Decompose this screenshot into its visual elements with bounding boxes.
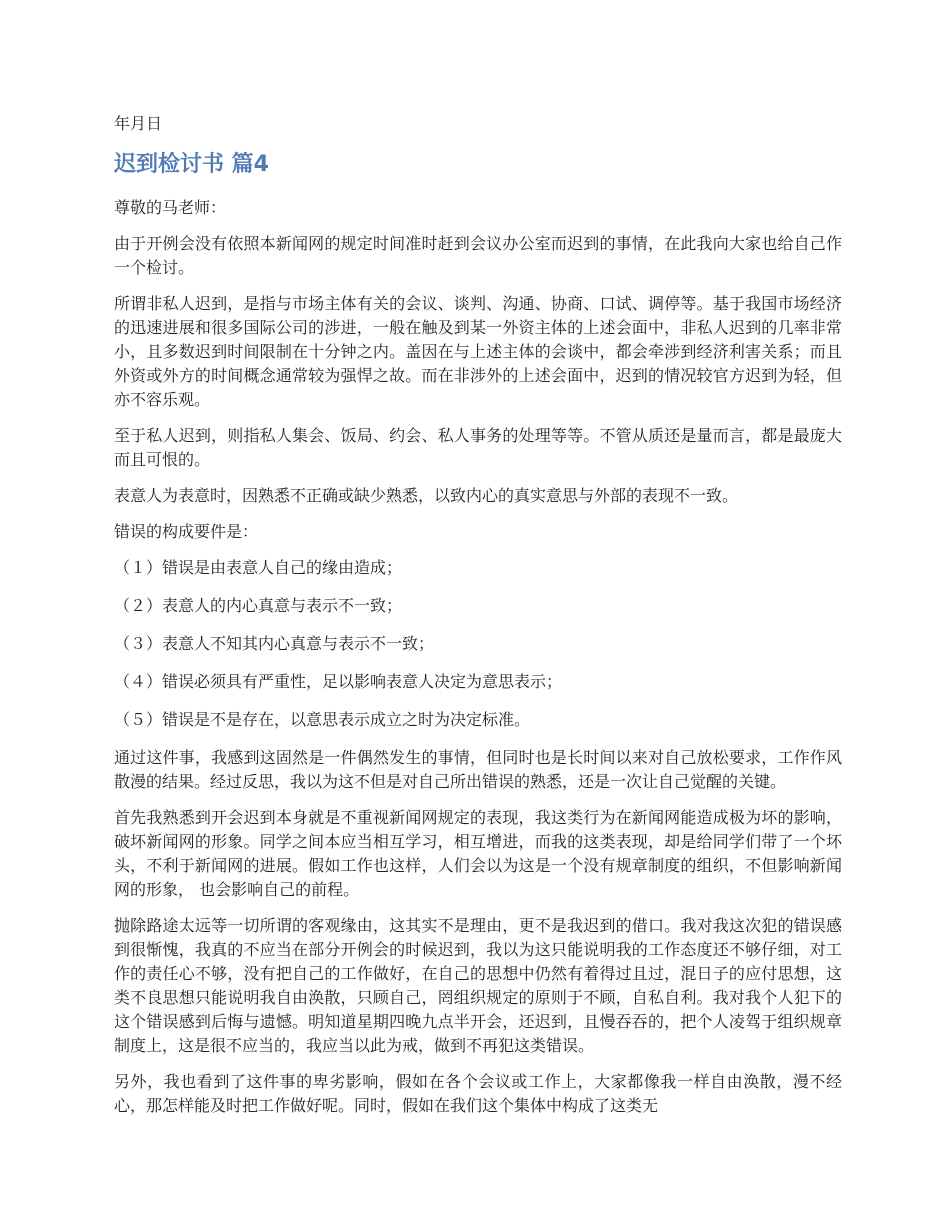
paragraph-no-excuses: 抛除路途太远等一切所谓的客观缘由，这其实不是理由，更不是我迟到的借口。我对我这次犯的错误感到很惭愧，我真的不应当在部分开例会的时候迟到，我以为这只能说明我的工作态度还不够仔细，对工作的责任心不够，没有把自己的工作做好，在自己的思想中仍然有着得过且过，混日子的应付思想，这类不良思想只能说明我自由涣散，只顾自己，罔组织规定的原则于不顾，自私自利。我对我个人犯下的这个错误感到后悔与遗憾。明知道星期四晚九点半开会，还迟到，且慢吞吞的，把个人凌驾于组织规章制度上，这是很不应当的，我应当以此为戒，做到不再犯这类错误。: [114, 916, 842, 1055]
paragraph-impact: 另外，我也看到了这件事的卑劣影响，假如在各个会议或工作上，大家都像我一样自由涣散，漫不经心，那怎样能及时把工作做好呢。同时，假如在我们这个集体中构成了这类无: [114, 1072, 842, 1115]
list-item: （５）错误是不是存在，以意思表示成立之时为决定标准。: [114, 710, 531, 729]
document-body: [114, 112, 842, 1130]
date-line: 年月日: [114, 114, 163, 133]
paragraph-error-elements: 错误的构成要件是：: [114, 522, 259, 541]
paragraph-non-private-lateness: 所谓非私人迟到，是指与市场主体有关的会议、谈判、沟通、协商、口试、调停等。基于我国市场经济的迅速进展和很多国际公司的涉进，一般在触及到某一外资主体的上述会面中，非私人迟到的几率非常小，且多数迟到时间限制在十分钟之内。盖因在与上述主体的会谈中，都会牵涉到经济利害关系；而且外资或外方的时间概念通常较为强悍之故。而在非涉外的上述会面中，迟到的情况较官方迟到为轻，但亦不容乐观。: [114, 294, 842, 409]
greeting: 尊敬的马老师：: [114, 198, 227, 217]
list-item: （２）表意人的内心真意与表示不一致；: [114, 596, 403, 615]
list-item: （１）错误是由表意人自己的缘由造成；: [114, 558, 403, 577]
paragraph-intro: 由于开例会没有依照本新闻网的规定时间准时赶到会议办公室而迟到的事情，在此我向大家也给自己作一个检讨。: [114, 234, 842, 277]
paragraph-first-awareness: 首先我熟悉到开会迟到本身就是不重视新闻网规定的表现，我这类行为在新闻网能造成极为坏的影响，破坏新闻网的形象。同学之间本应当相互学习，相互增进，而我的这类表现，却是给同学们带了一个坏头，不利于新闻网的进展。假如工作也这样，人们会以为这是一个没有规章制度的组织，不但影响新闻网的形象， 也会影响自己的前程。: [114, 808, 842, 899]
document-title: 迟到检讨书 篇4: [114, 152, 269, 177]
list-item: （３）表意人不知其内心真意与表示不一致；: [114, 634, 435, 653]
paragraph-reflection: 通过这件事，我感到这固然是一件偶然发生的事情，但同时也是长时间以来对自己放松要求，工作作风散漫的结果。经过反思，我以为这不但是对自己所出错误的熟悉，还是一次让自己觉醒的关键。: [114, 748, 842, 791]
paragraph-error-definition: 表意人为表意时，因熟悉不正确或缺少熟悉，以致内心的真实意思与外部的表现不一致。: [114, 486, 739, 505]
list-item: （４）错误必须具有严重性，足以影响表意人决定为意思表示；: [114, 672, 563, 691]
paragraph-private-lateness: 至于私人迟到，则指私人集会、饭局、约会、私人事务的处理等等。不管从质还是量而言，都是最庞大而且可恨的。: [114, 426, 842, 469]
